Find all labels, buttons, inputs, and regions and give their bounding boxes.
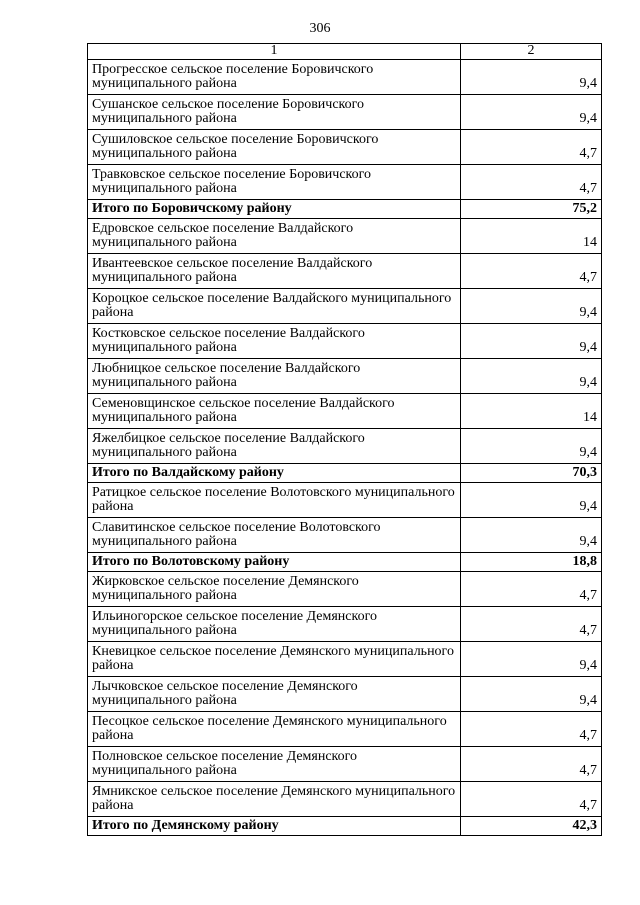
total-value: 75,2 — [461, 199, 602, 218]
table-row — [88, 94, 602, 129]
settlement-value: 9,4 — [461, 358, 602, 393]
total-row — [88, 199, 602, 218]
settlement-name: Полновское сельское поселение Демянского муниципального района — [88, 746, 461, 781]
settlement-name: Ратицкое сельское поселение Волотовского муниципального района — [88, 482, 461, 517]
table-row — [88, 164, 602, 199]
settlement-name: Славитинское сельское поселение Волотовского муниципального района — [88, 517, 461, 552]
settlement-name: Ивантеевское сельское поселение Валдайского муниципального района — [88, 253, 461, 288]
table-row — [88, 358, 602, 393]
settlement-value: 14 — [461, 393, 602, 428]
total-value: 42,3 — [461, 816, 602, 835]
settlement-name: Прогресское сельское поселение Боровичского муниципального района — [88, 59, 461, 94]
page-number: 306 — [309, 21, 331, 36]
column-header-1: 1 — [88, 44, 461, 60]
settlement-name: Кневицкое сельское поселение Демянского муниципального района — [88, 641, 461, 676]
settlement-value: 9,4 — [461, 676, 602, 711]
settlement-value: 4,7 — [461, 746, 602, 781]
settlement-name: Любницкое сельское поселение Валдайского муниципального района — [88, 358, 461, 393]
table-row — [88, 606, 602, 641]
settlement-name: Травковское сельское поселение Боровичского муниципального района — [88, 164, 461, 199]
table-row — [88, 711, 602, 746]
settlement-value: 9,4 — [461, 428, 602, 463]
settlement-value: 4,7 — [461, 606, 602, 641]
settlement-value: 9,4 — [461, 94, 602, 129]
table-row — [88, 781, 602, 816]
column-header-2: 2 — [461, 44, 602, 60]
allocation-table — [87, 43, 602, 836]
settlement-value: 9,4 — [461, 323, 602, 358]
settlement-value: 9,4 — [461, 288, 602, 323]
settlement-name: Сушиловское сельское поселение Боровичского муниципального района — [88, 129, 461, 164]
total-label: Итого по Волотовскому району — [88, 552, 461, 571]
settlement-name: Ильиногорское сельское поселение Демянского муниципального района — [88, 606, 461, 641]
settlement-value: 9,4 — [461, 517, 602, 552]
table-row — [88, 428, 602, 463]
settlement-value: 9,4 — [461, 59, 602, 94]
table-body — [88, 59, 602, 835]
settlement-value: 4,7 — [461, 781, 602, 816]
table-row — [88, 517, 602, 552]
total-row — [88, 463, 602, 482]
total-row — [88, 552, 602, 571]
table-row — [88, 218, 602, 253]
settlement-name: Ямникское сельское поселение Демянского муниципального района — [88, 781, 461, 816]
settlement-value: 4,7 — [461, 253, 602, 288]
table-row — [88, 129, 602, 164]
settlement-name: Семеновщинское сельское поселение Валдайского муниципального района — [88, 393, 461, 428]
table-row — [88, 571, 602, 606]
total-label: Итого по Валдайскому району — [88, 463, 461, 482]
settlement-value: 4,7 — [461, 129, 602, 164]
settlement-value: 4,7 — [461, 711, 602, 746]
table-row — [88, 288, 602, 323]
table-row — [88, 641, 602, 676]
settlement-value: 14 — [461, 218, 602, 253]
settlement-value: 4,7 — [461, 571, 602, 606]
table-row — [88, 746, 602, 781]
total-row — [88, 816, 602, 835]
settlement-name: Сушанское сельское поселение Боровичского муниципального района — [88, 94, 461, 129]
table-row — [88, 676, 602, 711]
total-label: Итого по Боровичскому району — [88, 199, 461, 218]
total-value: 18,8 — [461, 552, 602, 571]
settlement-name: Едровское сельское поселение Валдайского муниципального района — [88, 218, 461, 253]
table-row — [88, 253, 602, 288]
settlement-name: Лычковское сельское поселение Демянского муниципального района — [88, 676, 461, 711]
settlement-name: Костковское сельское поселение Валдайского муниципального района — [88, 323, 461, 358]
settlement-name: Яжелбицкое сельское поселение Валдайского муниципального района — [88, 428, 461, 463]
table-header-row — [88, 44, 602, 60]
table-row — [88, 323, 602, 358]
table-row — [88, 59, 602, 94]
table-row — [88, 393, 602, 428]
total-value: 70,3 — [461, 463, 602, 482]
settlement-value: 4,7 — [461, 164, 602, 199]
settlement-name: Жирковское сельское поселение Демянского муниципального района — [88, 571, 461, 606]
table-row — [88, 482, 602, 517]
settlement-name: Песоцкое сельское поселение Демянского муниципального района — [88, 711, 461, 746]
settlement-value: 9,4 — [461, 641, 602, 676]
settlement-value: 9,4 — [461, 482, 602, 517]
total-label: Итого по Демянскому району — [88, 816, 461, 835]
settlement-name: Короцкое сельское поселение Валдайского муниципального района — [88, 288, 461, 323]
